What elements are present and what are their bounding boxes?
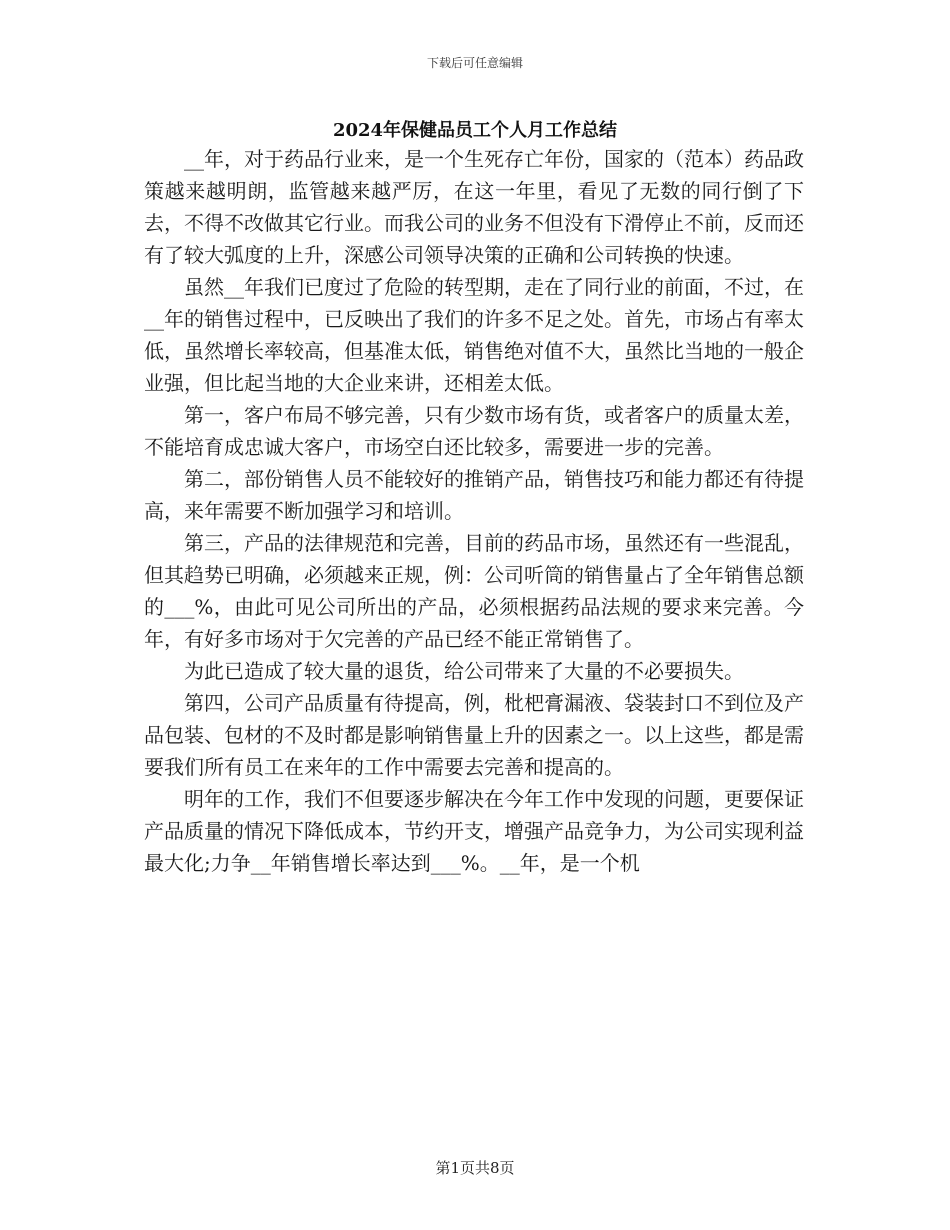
paragraph-1: __年，对于药品行业来，是一个生死存亡年份，国家的（范本）药品政策越来越明朗，监管越来越严厉，在这一年里，看见了无数的同行倒了下去，不得不改做其它行业。而我公司的业务不但没有下滑停止不前，反而还有了较大弧度的上升，深感公司领导决策的正确和公司转换的快速。: [144, 147, 804, 267]
page-number-footer: 第1页共8页: [435, 1159, 515, 1177]
document-body: [144, 143, 804, 879]
paragraph-8: 明年的工作，我们不但要逐步解决在今年工作中发现的问题，更要保证产品质量的情况下降低成本，节约开支，增强产品竞争力，为公司实现利益最大化;力争__年销售增长率达到___%。__年，是一个机: [144, 787, 804, 875]
paragraph-6: 为此已造成了较大量的退货，给公司带来了大量的不必要损失。: [184, 659, 744, 683]
paragraph-7: 第四，公司产品质量有待提高，例，枇杷膏漏液、袋装封口不到位及产品包装、包材的不及时都是影响销售量上升的因素之一。以上这些，都是需要我们所有员工在来年的工作中需要去完善和提高的。: [144, 691, 804, 779]
paragraph-2: 虽然__年我们已度过了危险的转型期，走在了同行业的前面，不过，在__年的销售过程中，已反映出了我们的许多不足之处。首先，市场占有率太低，虽然增长率较高，但基准太低，销售绝对值不大，虽然比当地的一般企业强，但比起当地的大企业来讲，还相差太低。: [144, 275, 804, 395]
paragraph-4: 第二，部份销售人员不能较好的推销产品，销售技巧和能力都还有待提高，来年需要不断加强学习和培训。: [144, 467, 804, 523]
header-note: 下载后可任意编辑: [426, 56, 523, 70]
paragraph-3: 第一，客户布局不够完善，只有少数市场有货，或者客户的质量太差，不能培育成忠诚大客户，市场空白还比较多，需要进一步的完善。: [144, 403, 804, 459]
document-title: 2024年保健品员工个人月工作总结: [332, 120, 618, 141]
paragraph-5: 第三，产品的法律规范和完善，目前的药品市场，虽然还有一些混乱，但其趋势已明确，必须越来正规，例：公司听筒的销售量占了全年销售总额的___%，由此可见公司所出的产品，必须根据药品法规的要求来完善。今年，有好多市场对于欠完善的产品已经不能正常销售了。: [144, 531, 804, 651]
